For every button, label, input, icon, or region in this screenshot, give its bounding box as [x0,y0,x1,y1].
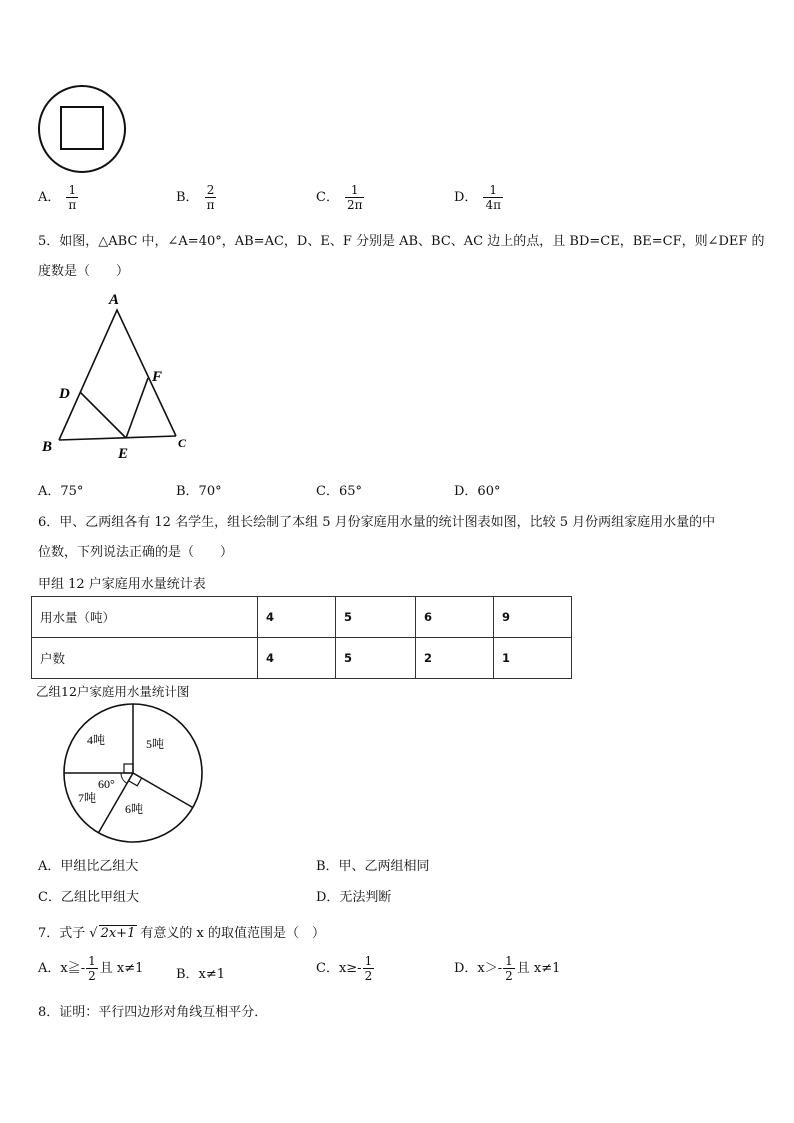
label-b: B [42,439,53,455]
denominator: π [68,197,77,212]
q5-stem-line2: 度数是（ ） [38,264,130,279]
pie-label-7t: 7吨 [78,791,97,805]
option-letter: A．x≧- [38,961,86,977]
denominator: 2π [346,197,363,212]
option-letter: D． [454,190,478,206]
option-letter: A． [38,190,61,206]
q8-stem: 8．证明：平行四边形对角线互相平分． [38,1005,268,1020]
q7-suffix: 有意义的 x 的取值范围是（ ） [140,926,325,941]
table-cell: 1 [494,638,572,679]
water-usage-table [31,596,572,679]
pie-title: 乙组12户家庭用水量统计图 [36,684,190,699]
numerator: 1 [68,183,77,197]
label-d: D [59,386,70,402]
q7-option-c[interactable] [316,955,374,982]
denominator: 2 [88,968,96,983]
q4-option-c[interactable] [316,184,364,211]
q5-option-d[interactable]: D．60° [454,484,501,499]
numerator: 1 [505,954,513,968]
fraction [86,955,98,982]
q7-option-d[interactable] [454,955,560,982]
table-cell: 6 [416,597,494,638]
circle-square-figure [36,83,130,177]
q6-option-b[interactable]: B．甲、乙两组相同 [316,859,430,874]
pie-label-5t: 5吨 [146,737,165,751]
q6-option-d[interactable]: D．无法判断 [316,890,392,905]
pie-chart [60,700,210,846]
denominator: π [206,197,215,212]
table-cell: 5 [336,638,416,679]
table-title: 甲组 12 户家庭用水量统计表 [38,577,206,592]
numerator: 1 [88,954,96,968]
q5-stem-line1: 5．如图，△ABC 中，∠A=40°，AB=AC，D、E、F 分别是 AB、BC、AC 边上的点，且 BD=CE，BE=CF，则∠DEF 的 [38,234,765,249]
numerator: 2 [206,183,215,197]
fraction [345,184,365,211]
q4-option-a[interactable] [38,184,78,211]
numerator: 1 [350,183,359,197]
table-cell: 4 [258,597,336,638]
q6-option-a[interactable]: A．甲组比乙组大 [38,859,139,874]
q5-option-a[interactable]: A．75° [38,484,84,499]
q6-stem-line1: 6．甲、乙两组各有 12 名学生，组长绘制了本组 5 月份家庭用水量的统计图表如图，比较 5 月份两组家庭用水量的中 [38,515,716,530]
table-cell: 2 [416,638,494,679]
fraction [503,955,515,982]
fraction [363,955,375,982]
fraction [66,184,78,211]
label-f: F [152,369,163,385]
pie-label-6t: 6吨 [125,802,144,816]
numerator: 1 [364,954,373,968]
table-row [32,597,572,638]
table-row-label: 用水量（吨） [32,597,258,638]
pie-label-4t: 4吨 [87,733,106,747]
denominator: 2 [364,968,373,983]
q4-option-b[interactable] [176,184,216,211]
option-letter: B． [176,190,199,206]
q5-option-c[interactable]: C．65° [316,484,362,499]
q7-option-b[interactable] [176,963,225,982]
q6-stem-line2: 位数，下列说法正确的是（ ） [38,545,234,560]
triangle-figure [36,286,206,466]
table-cell: 4 [258,638,336,679]
q5-option-b[interactable]: B．70° [176,484,222,499]
numerator: 1 [489,183,498,197]
table-cell: 5 [336,597,416,638]
q4-option-d[interactable] [454,184,503,211]
sqrt-expression: √ 2x+1 [89,926,136,941]
label-c: C [178,436,187,450]
option-letter: B．x≠1 [176,967,226,982]
q6-option-c[interactable]: C．乙组比甲组大 [38,890,139,905]
option-tail: 且 x≠1 [99,961,144,977]
table-cell: 9 [494,597,572,638]
option-letter: C．x≥- [316,961,362,977]
denominator: 4π [485,197,501,212]
q7-stem [38,922,325,941]
fraction [205,184,217,211]
option-letter: C． [316,190,339,206]
label-e: E [118,446,129,462]
table-row [32,638,572,679]
pie-angle-label: 60° [98,777,115,791]
label-a: A [109,292,120,308]
table-row-label: 户数 [32,638,258,679]
fraction [483,184,503,211]
q7-prefix: 7．式子 [38,926,86,941]
q7-option-a[interactable] [38,955,143,982]
denominator: 2 [505,968,513,983]
option-letter: D．x＞- [454,961,503,977]
radicand: 2x+1 [100,926,136,941]
option-tail: 且 x≠1 [516,961,561,977]
